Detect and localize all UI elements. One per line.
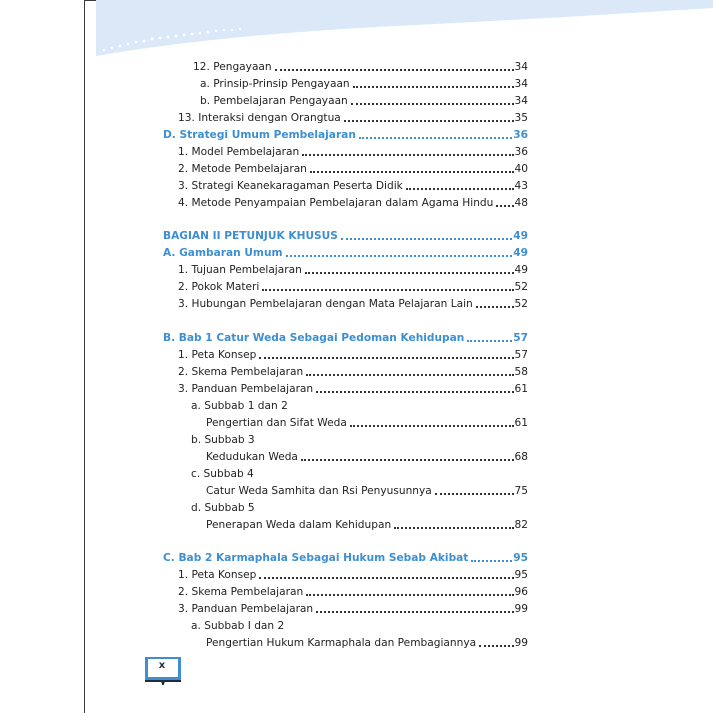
toc-dot-leader (341, 238, 512, 240)
toc-dot-leader (262, 289, 513, 291)
toc-entry (178, 599, 528, 616)
toc-entry-title: Kedudukan Weda (206, 451, 298, 463)
toc-entry-title: Pengertian dan Sifat Weda (206, 417, 347, 429)
toc-entry (200, 74, 528, 91)
toc-entry-page: 95 (514, 569, 528, 581)
toc-entry-title: D. Strategi Umum Pembelajaran (163, 129, 356, 141)
toc-entry-page: 58 (514, 366, 528, 378)
toc-entry-title: 1. Peta Konsep (178, 349, 257, 361)
toc-entry-title: Pengertian Hukum Karmaphala dan Pembagiannya (206, 637, 477, 649)
toc-entry (191, 464, 528, 481)
toc-entry-page: 48 (514, 197, 528, 209)
toc-dot-leader (316, 611, 513, 613)
toc-entry (178, 362, 528, 379)
toc-entry (206, 413, 528, 430)
toc-dot-leader (394, 527, 513, 529)
toc-entry-page: 49 (513, 230, 528, 242)
toc-entry-page: 57 (513, 332, 528, 344)
toc-entry-page: 34 (514, 78, 528, 90)
toc-entry-title: C. Bab 2 Karmaphala Sebagai Hukum Sebab Akibat (163, 552, 469, 564)
toc-entry (200, 91, 528, 108)
toc-entry (178, 142, 528, 159)
toc-entry (178, 345, 528, 362)
toc-entry (178, 108, 528, 125)
toc-dot-leader (350, 425, 514, 427)
toc-entry-title: b. Subbab 3 (191, 434, 255, 446)
page-number: x (158, 660, 166, 671)
toc-entry-title: 2. Skema Pembelajaran (178, 366, 304, 378)
toc-entry (206, 515, 528, 532)
toc-entry-page: 35 (514, 112, 528, 124)
toc-entry (178, 159, 528, 176)
toc-entry (191, 616, 528, 633)
toc-entry-title: 3. Panduan Pembelajaran (178, 383, 314, 395)
toc-entry (178, 294, 528, 311)
toc-section-heading (163, 125, 528, 142)
toc-entry (206, 447, 528, 464)
toc-section-heading (163, 548, 528, 565)
toc-section-heading (163, 328, 528, 345)
toc-entry (193, 57, 528, 74)
toc-dot-leader (306, 374, 513, 376)
toc-entry-title: Catur Weda Samhita dan Rsi Penyusunnya (206, 485, 432, 497)
toc-section-heading (163, 226, 528, 243)
toc-entry-page: 43 (514, 180, 528, 192)
toc-entry-title: c. Subbab 4 (191, 468, 254, 480)
toc-entry-title: 1. Tujuan Pembelajaran (178, 264, 302, 276)
toc-dot-leader (476, 306, 514, 308)
toc-dot-leader (406, 188, 514, 190)
toc-entry-title: 2. Skema Pembelajaran (178, 586, 304, 598)
toc-entry-page: 99 (514, 603, 528, 615)
toc-entry (178, 193, 528, 210)
toc-dot-leader (496, 205, 513, 207)
toc-entry-page: 40 (514, 163, 528, 175)
toc-entry-page: 75 (514, 485, 528, 497)
toc-entry (206, 481, 528, 498)
toc-dot-leader (305, 272, 514, 274)
toc-entry (178, 565, 528, 582)
toc-dot-leader (302, 154, 513, 156)
toc-entry-title: B. Bab 1 Catur Weda Sebagai Pedoman Kehidupan (163, 332, 465, 344)
toc-entry-page: 36 (514, 146, 528, 158)
toc-entry-page: 68 (514, 451, 528, 463)
toc-section-heading (163, 243, 528, 260)
toc-entry-page: 96 (514, 586, 528, 598)
toc-entry-page: 57 (514, 349, 528, 361)
toc-entry-title: 3. Panduan Pembelajaran (178, 603, 314, 615)
toc-entry-title: 3. Hubungan Pembelajaran dengan Mata Pelajaran Lain (178, 298, 473, 310)
toc-entry (178, 379, 528, 396)
toc-entry-title: 12. Pengayaan (193, 61, 272, 73)
toc-entry-title: 1. Model Pembelajaran (178, 146, 300, 158)
toc-entry (178, 176, 528, 193)
toc-entry-title: 2. Pokok Materi (178, 281, 260, 293)
toc-dot-leader (479, 645, 513, 647)
toc-entry-title: a. Prinsip-Prinsip Pengayaan (200, 78, 350, 90)
toc-entry-page: 95 (513, 552, 528, 564)
toc-entry-page: 82 (514, 519, 528, 531)
toc-entry-title: Penerapan Weda dalam Kehidupan (206, 519, 392, 531)
toc-dot-leader (259, 357, 513, 359)
toc-entry-title: a. Subbab I dan 2 (191, 620, 285, 632)
toc-dot-leader (353, 86, 514, 88)
toc-entry-title: d. Subbab 5 (191, 502, 255, 514)
toc-dot-leader (316, 391, 513, 393)
toc-entry (206, 633, 528, 650)
toc-entry-page: 49 (513, 247, 528, 259)
toc-entry-page: 34 (514, 61, 528, 73)
toc-entry-title: 13. Interaksi dengan Orangtua (178, 112, 341, 124)
toc-dot-leader (359, 137, 512, 139)
toc-dot-leader (306, 594, 513, 596)
toc-dot-leader (435, 493, 514, 495)
toc-entry-title: 4. Metode Penyampaian Pembelajaran dalam Agama Hindu (178, 197, 494, 209)
toc-dot-leader (351, 103, 514, 105)
toc-entry (191, 430, 528, 447)
toc-entry-page: 36 (513, 129, 528, 141)
toc-entry (191, 396, 528, 413)
toc-entry-page: 49 (514, 264, 528, 276)
toc-entry (178, 277, 528, 294)
toc-dot-leader (259, 577, 513, 579)
toc-entry-page: 61 (514, 417, 528, 429)
toc-dot-leader (344, 120, 514, 122)
toc-dot-leader (275, 69, 514, 71)
toc-entry-title: BAGIAN II PETUNJUK KHUSUS (163, 230, 338, 242)
toc-dot-leader (286, 255, 513, 257)
toc-entry-title: 1. Peta Konsep (178, 569, 257, 581)
toc-entry-title: 3. Strategi Keanekaragaman Peserta Didik (178, 180, 403, 192)
toc-entry (178, 582, 528, 599)
toc-entry-title: A. Gambaran Umum (163, 247, 283, 259)
toc-entry-page: 61 (514, 383, 528, 395)
toc-entry (178, 260, 528, 277)
toc-dot-leader (467, 340, 512, 342)
toc-entry-title: 2. Metode Pembelajaran (178, 163, 307, 175)
toc-entry-page: 34 (514, 95, 528, 107)
toc-entry-page: 52 (514, 298, 528, 310)
toc-entry-page: 52 (514, 281, 528, 293)
toc-entry-title: b. Pembelajaran Pengayaan (200, 95, 348, 107)
toc-entry-page: 99 (514, 637, 528, 649)
toc-dot-leader (301, 459, 514, 461)
toc-dot-leader (310, 171, 514, 173)
toc-entry-title: a. Subbab 1 dan 2 (191, 400, 288, 412)
toc-dot-leader (471, 560, 512, 562)
toc-entry (191, 498, 528, 515)
